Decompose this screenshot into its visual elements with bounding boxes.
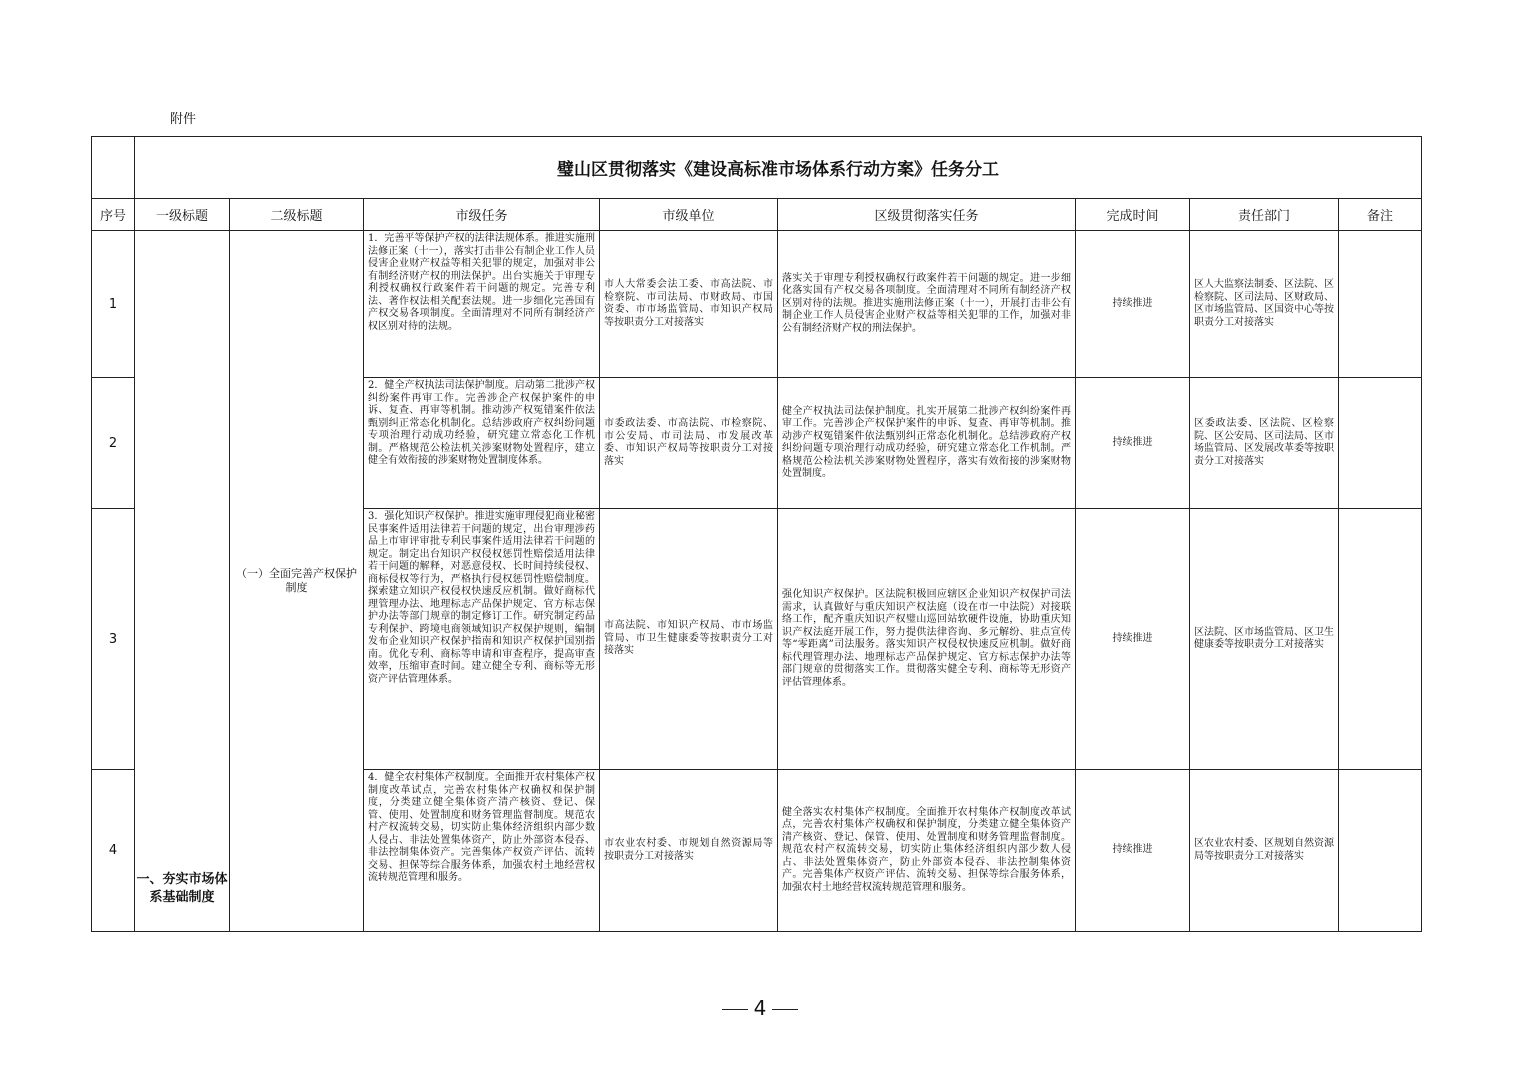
city-unit: 市人大常委会法工委、市高法院、市检察院、市司法局、市财政局、市国资委、市市场监管局、市知识产权局等按职责分工对接落实 [600, 231, 778, 378]
header-row [92, 199, 1422, 231]
header-dept: 责任部门 [1190, 199, 1339, 231]
city-task: 3．强化知识产权保护。推进实施审理侵犯商业秘密民事案件适用法律若干问题的规定，出台审理涉药品上市审评审批专利民事案件适用法律若干问题的规定。制定出台知识产权侵权惩罚性赔偿适用法律若干问题的解释，对恶意侵权、长时间持续侵权、商标侵权等行为，严格执行侵权惩罚性赔偿制度。探索建立知识产权侵权快速反应机制。做好商标代理管理办法、地理标志产品保护规定、官方标志保护办法等部门规章的制定修订工作。研究制定药品专利保护、跨境电商领域知识产权保护规则，编制发布企业知识产权保护指南和知识产权保护国别指南。优化专利、商标等申请和审查程序，提高审查效率，压缩审查时间。建立健全专利、商标等无形资产评估管理体系。 [364, 509, 600, 770]
page-footer [0, 996, 1520, 1020]
header-time: 完成时间 [1076, 199, 1190, 231]
footer-dash-left [722, 1009, 748, 1010]
page-number: 4 [753, 996, 767, 1020]
responsible-dept: 区人大监察法制委、区法院、区检察院、区司法局、区财政局、区市场监管局、区国资中心等按职责分工对接落实 [1190, 231, 1339, 378]
district-task: 落实关于审理专利授权确权行政案件若干问题的规定。进一步细化落实国有产权交易各项制度。全面清理对不同所有制经济产权区别对待的法规。推进实施刑法修正案（十一），开展打击非公有制企业工作人员侵害企业财产权益等相关犯罪的工作，加强对非公有制经济财产权的刑法保护。 [778, 231, 1076, 378]
header-remark: 备注 [1339, 199, 1422, 231]
header-no: 序号 [92, 199, 135, 231]
header-city-unit: 市级单位 [600, 199, 778, 231]
level2-title: （一）全面完善产权保护制度 [230, 231, 364, 932]
responsible-dept: 区委政法委、区法院、区检察院、区公安局、区司法局、区市场监管局、区发展改革委等按职责分工对接落实 [1190, 378, 1339, 509]
level1-title: 一、夯实市场体系基础制度 [135, 231, 230, 932]
row-number: 1 [92, 231, 135, 378]
completion-time: 持续推进 [1076, 770, 1190, 932]
title-corner-cell [92, 137, 135, 199]
header-level2: 二级标题 [230, 199, 364, 231]
city-unit: 市高法院、市知识产权局、市市场监管局、市卫生健康委等按职责分工对接落实 [600, 509, 778, 770]
completion-time: 持续推进 [1076, 378, 1190, 509]
header-district-task: 区级贯彻落实任务 [778, 199, 1076, 231]
district-task: 健全产权执法司法保护制度。扎实开展第二批涉产权纠纷案件再审工作。完善涉企产权保护案件的申诉、复查、再审等机制。推动涉产权冤错案件依法甄别纠正常态化机制化。总结涉政府产权纠纷问题专项治理行动成功经验，研究建立常态化工作机制。严格规范公检法机关涉案财物处置程序，落实有效衔接的涉案财物处置制度。 [778, 378, 1076, 509]
city-task: 2．健全产权执法司法保护制度。启动第二批涉产权纠纷案件再审工作。完善涉企产权保护案件的申诉、复查、再审等机制。推动涉产权冤错案件依法甄别纠正常态化机制化。总结涉政府产权纠纷问题专项治理行动成功经验，研究建立常态化工作机制。严格规范公检法机关涉案财物处置程序，建立健全有效衔接的涉案财物处置制度体系。 [364, 378, 600, 509]
district-task: 健全落实农村集体产权制度。全面推开农村集体产权制度改革试点，完善农村集体产权确权和保护制度，分类建立健全集体资产清产核资、登记、保管、使用、处置制度和财务管理监督制度。规范农村产权流转交易，切实防止集体经济组织内部少数人侵占、非法处置集体资产，防止外部资本侵吞、非法控制集体资产。完善集体产权资产评估、流转交易、担保等综合服务体系，加强农村土地经营权流转规范管理和服务。 [778, 770, 1076, 932]
footer-dash-right [772, 1009, 798, 1010]
city-task: 1．完善平等保护产权的法律法规体系。推进实施刑法修正案（十一），落实打击非公有制企业工作人员侵害企业财产权益等相关犯罪的规定，加强对非公有制经济财产权的刑法保护。出台实施关于审理专利授权确权行政案件若干问题的规定。完善专利法、著作权法相关配套法规。进一步细化完善国有产权交易各项制度。全面清理对不同所有制经济产权区别对待的法规。 [364, 231, 600, 378]
completion-time: 持续推进 [1076, 509, 1190, 770]
responsible-dept: 区法院、区市场监管局、区卫生健康委等按职责分工对接落实 [1190, 509, 1339, 770]
row-number: 2 [92, 378, 135, 509]
city-task: 4．健全农村集体产权制度。全面推开农村集体产权制度改革试点，完善农村集体产权确权和保护制度，分类建立健全集体资产清产核资、登记、保管、使用、处置制度和财务管理监督制度。规范农村产权流转交易，切实防止集体经济组织内部少数人侵占、非法处置集体资产，防止外部资本侵吞、非法控制集体资产。完善集体产权资产评估、流转交易、担保等综合服务体系，加强农村土地经营权流转规范管理和服务。 [364, 770, 600, 932]
header-level1: 一级标题 [135, 199, 230, 231]
responsible-dept: 区农业农村委、区规划自然资源局等按职责分工对接落实 [1190, 770, 1339, 932]
attachment-label: 附件 [170, 112, 197, 127]
remark [1339, 378, 1422, 509]
remark [1339, 770, 1422, 932]
remark [1339, 231, 1422, 378]
header-city-task: 市级任务 [364, 199, 600, 231]
completion-time: 持续推进 [1076, 231, 1190, 378]
city-unit: 市委政法委、市高法院、市检察院、市公安局、市司法局、市发展改革委、市知识产权局等按职责分工对接落实 [600, 378, 778, 509]
remark [1339, 509, 1422, 770]
district-task: 强化知识产权保护。区法院积极回应辖区企业知识产权保护司法需求，认真做好与重庆知识产权法庭（设在市一中法院）对接联络工作，配齐重庆知识产权璧山巡回站软硬件设施，协助重庆知识产权法庭开展工作，努力提供法律咨询、多元解纷、驻点宣传等“零距离”司法服务。落实知识产权侵权快速反应机制。做好商标代理管理办法、地理标志产品保护规定、官方标志保护办法等部门规章的贯彻落实工作。贯彻落实健全专利、商标等无形资产评估管理体系。 [778, 509, 1076, 770]
task-table [91, 136, 1422, 932]
table-row [92, 231, 1422, 378]
row-number: 4 [92, 770, 135, 932]
city-unit: 市农业农村委、市规划自然资源局等按职责分工对接落实 [600, 770, 778, 932]
row-number: 3 [92, 509, 135, 770]
table-title: 璧山区贯彻落实《建设高标准市场体系行动方案》任务分工 [135, 137, 1422, 199]
